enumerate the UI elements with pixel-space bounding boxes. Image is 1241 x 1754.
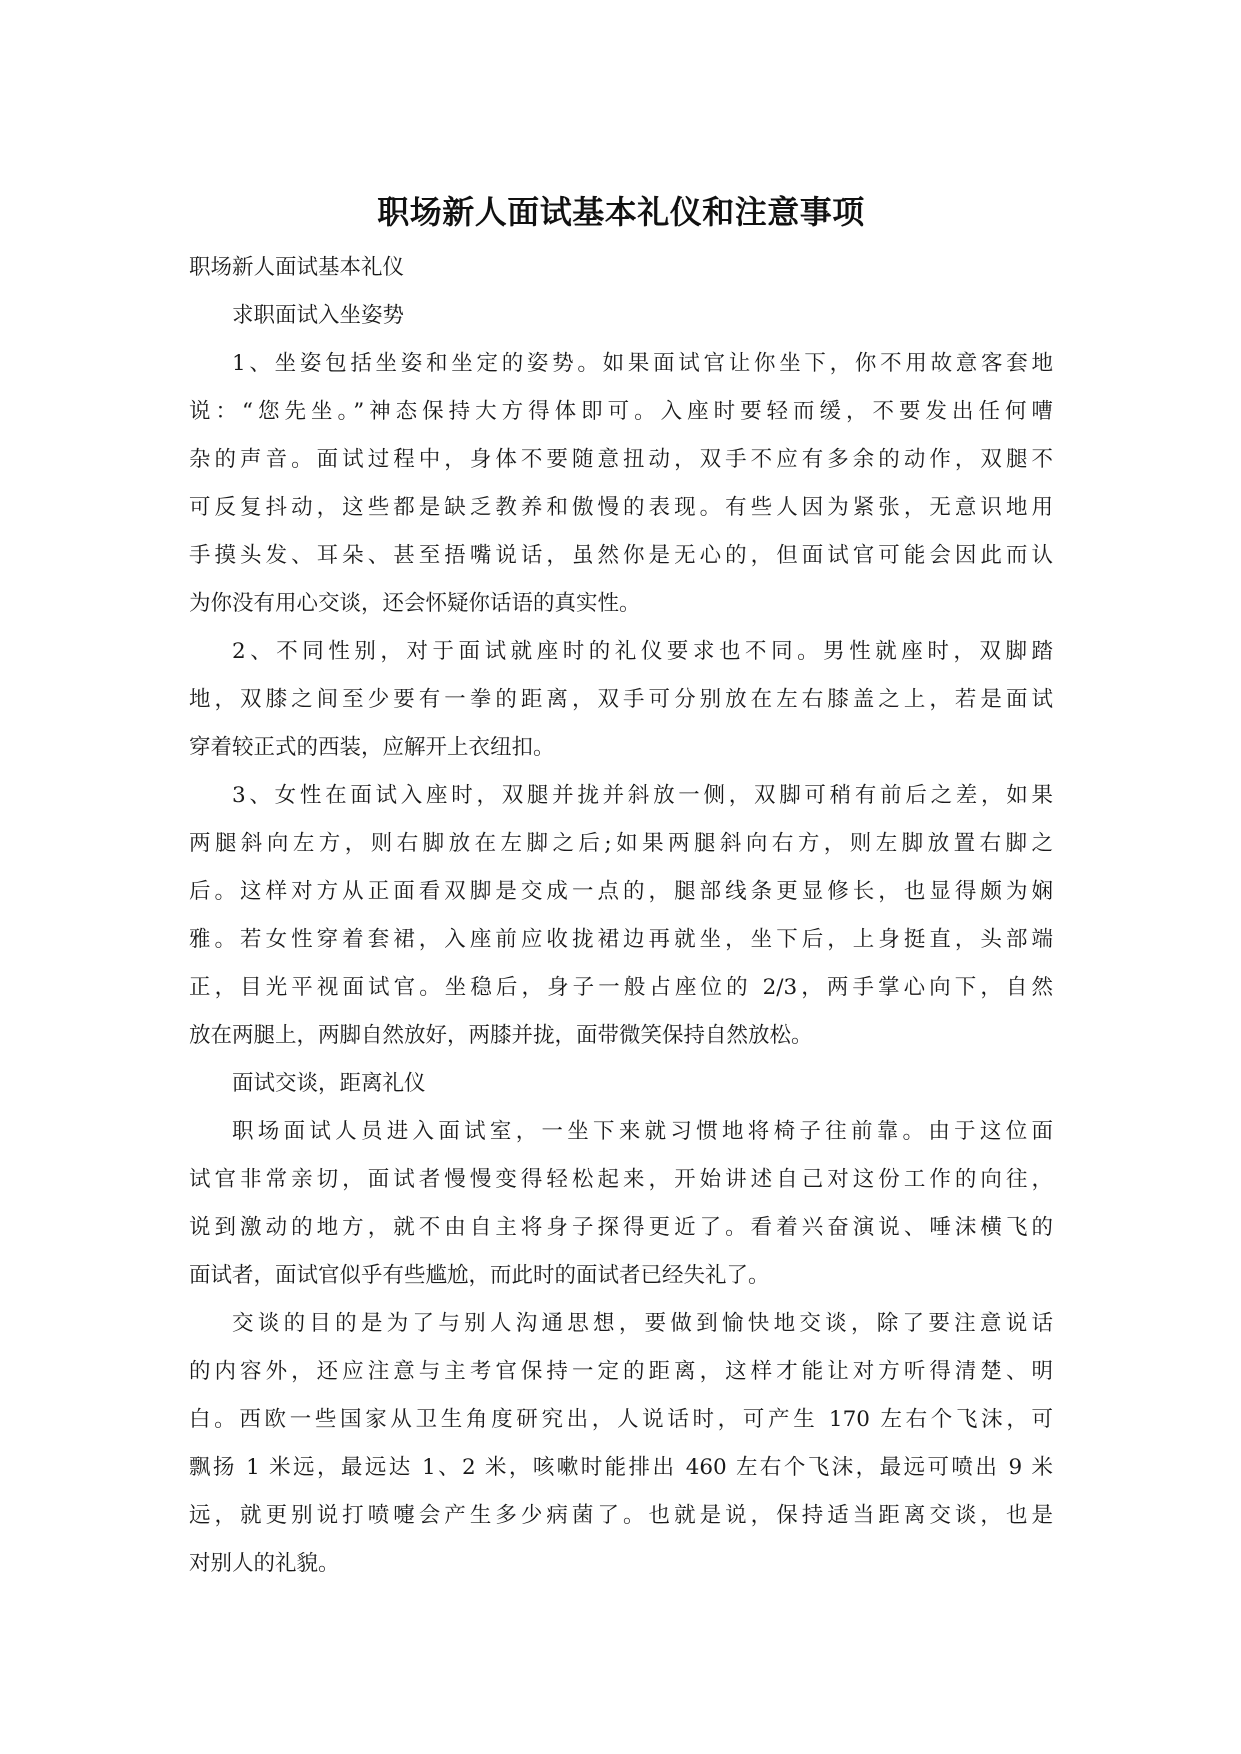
- paragraph-line: 的内容外，还应注意与主考官保持一定的距离，这样才能让对方听得清楚、明: [189, 1359, 1053, 1384]
- paragraph-line: 面试者，面试官似乎有些尴尬，而此时的面试者已经失礼了。: [189, 1263, 770, 1288]
- paragraph-4: [189, 1108, 1053, 1300]
- paragraph-line: 对别人的礼貌。: [189, 1551, 340, 1576]
- paragraph-line: 后。这样对方从正面看双脚是交成一点的，腿部线条更显修长，也显得颇为娴: [189, 879, 1053, 904]
- subheading-distance: 面试交谈，距离礼仪: [232, 1071, 426, 1096]
- paragraph-line: 2、不同性别，对于面试就座时的礼仪要求也不同。男性就座时，双脚踏: [232, 639, 1053, 664]
- paragraph-line: 正，目光平视面试官。坐稳后，身子一般占座位的 2/3，两手掌心向下，自然: [189, 975, 1053, 1000]
- paragraph-line: 放在两腿上，两脚自然放好，两膝并拢，面带微笑保持自然放松。: [189, 1023, 813, 1048]
- paragraph-line: 白。西欧一些国家从卫生角度研究出，人说话时，可产生 170 左右个飞沫，可: [189, 1407, 1053, 1432]
- paragraph-3: [189, 772, 1053, 1060]
- paragraph-line: 手摸头发、耳朵、甚至捂嘴说话，虽然你是无心的，但面试官可能会因此而认: [189, 543, 1053, 568]
- paragraph-line: 飘扬 1 米远，最远达 1、2 米，咳嗽时能排出 460 左右个飞沫，最远可喷出 9 米: [189, 1455, 1053, 1480]
- paragraph-line: 说到激动的地方，就不由自主将身子探得更近了。看着兴奋演说、唾沫横飞的: [189, 1215, 1053, 1240]
- paragraph-line: 试官非常亲切，面试者慢慢变得轻松起来，开始讲述自己对这份工作的向往，: [189, 1167, 1053, 1192]
- paragraph-5: [189, 1300, 1053, 1588]
- paragraph-line: 为你没有用心交谈，还会怀疑你话语的真实性。: [189, 591, 641, 616]
- paragraph-1: [189, 340, 1053, 628]
- paragraph-line: 远，就更别说打喷嚏会产生多少病菌了。也就是说，保持适当距离交谈，也是: [189, 1503, 1053, 1528]
- paragraph-line: 职场面试人员进入面试室，一坐下来就习惯地将椅子往前靠。由于这位面: [232, 1119, 1053, 1144]
- paragraph-line: 穿着较正式的西装，应解开上衣纽扣。: [189, 735, 555, 760]
- paragraph-line: 1、坐姿包括坐姿和坐定的姿势。如果面试官让你坐下，你不用故意客套地: [232, 351, 1053, 376]
- paragraph-line: 3、女性在面试入座时，双腿并拢并斜放一侧，双脚可稍有前后之差，如果: [232, 783, 1053, 808]
- paragraph-line: 雅。若女性穿着套裙，入座前应收拢裙边再就坐，坐下后，上身挺直，头部端: [189, 927, 1053, 952]
- paragraph-line: 可反复抖动，这些都是缺乏教养和傲慢的表现。有些人因为紧张，无意识地用: [189, 495, 1053, 520]
- paragraph-line: 杂的声音。面试过程中，身体不要随意扭动，双手不应有多余的动作，双腿不: [189, 447, 1053, 472]
- document-page: [189, 180, 1053, 1588]
- paragraph-line: 交谈的目的是为了与别人沟通思想，要做到愉快地交谈，除了要注意说话: [232, 1311, 1053, 1336]
- document-title: 职场新人面试基本礼仪和注意事项: [377, 193, 865, 231]
- section-heading: 职场新人面试基本礼仪: [189, 255, 405, 280]
- paragraph-line: 两腿斜向左方，则右脚放在左脚之后;如果两腿斜向右方，则左脚放置右脚之: [189, 831, 1053, 856]
- paragraph-2: [189, 628, 1053, 772]
- paragraph-line: 地，双膝之间至少要有一拳的距离，双手可分别放在左右膝盖之上，若是面试: [189, 687, 1053, 712]
- paragraph-line: 说：“您先坐。”神态保持大方得体即可。入座时要轻而缓，不要发出任何嘈: [189, 399, 1053, 424]
- subheading-sitting: 求职面试入坐姿势: [232, 303, 405, 328]
